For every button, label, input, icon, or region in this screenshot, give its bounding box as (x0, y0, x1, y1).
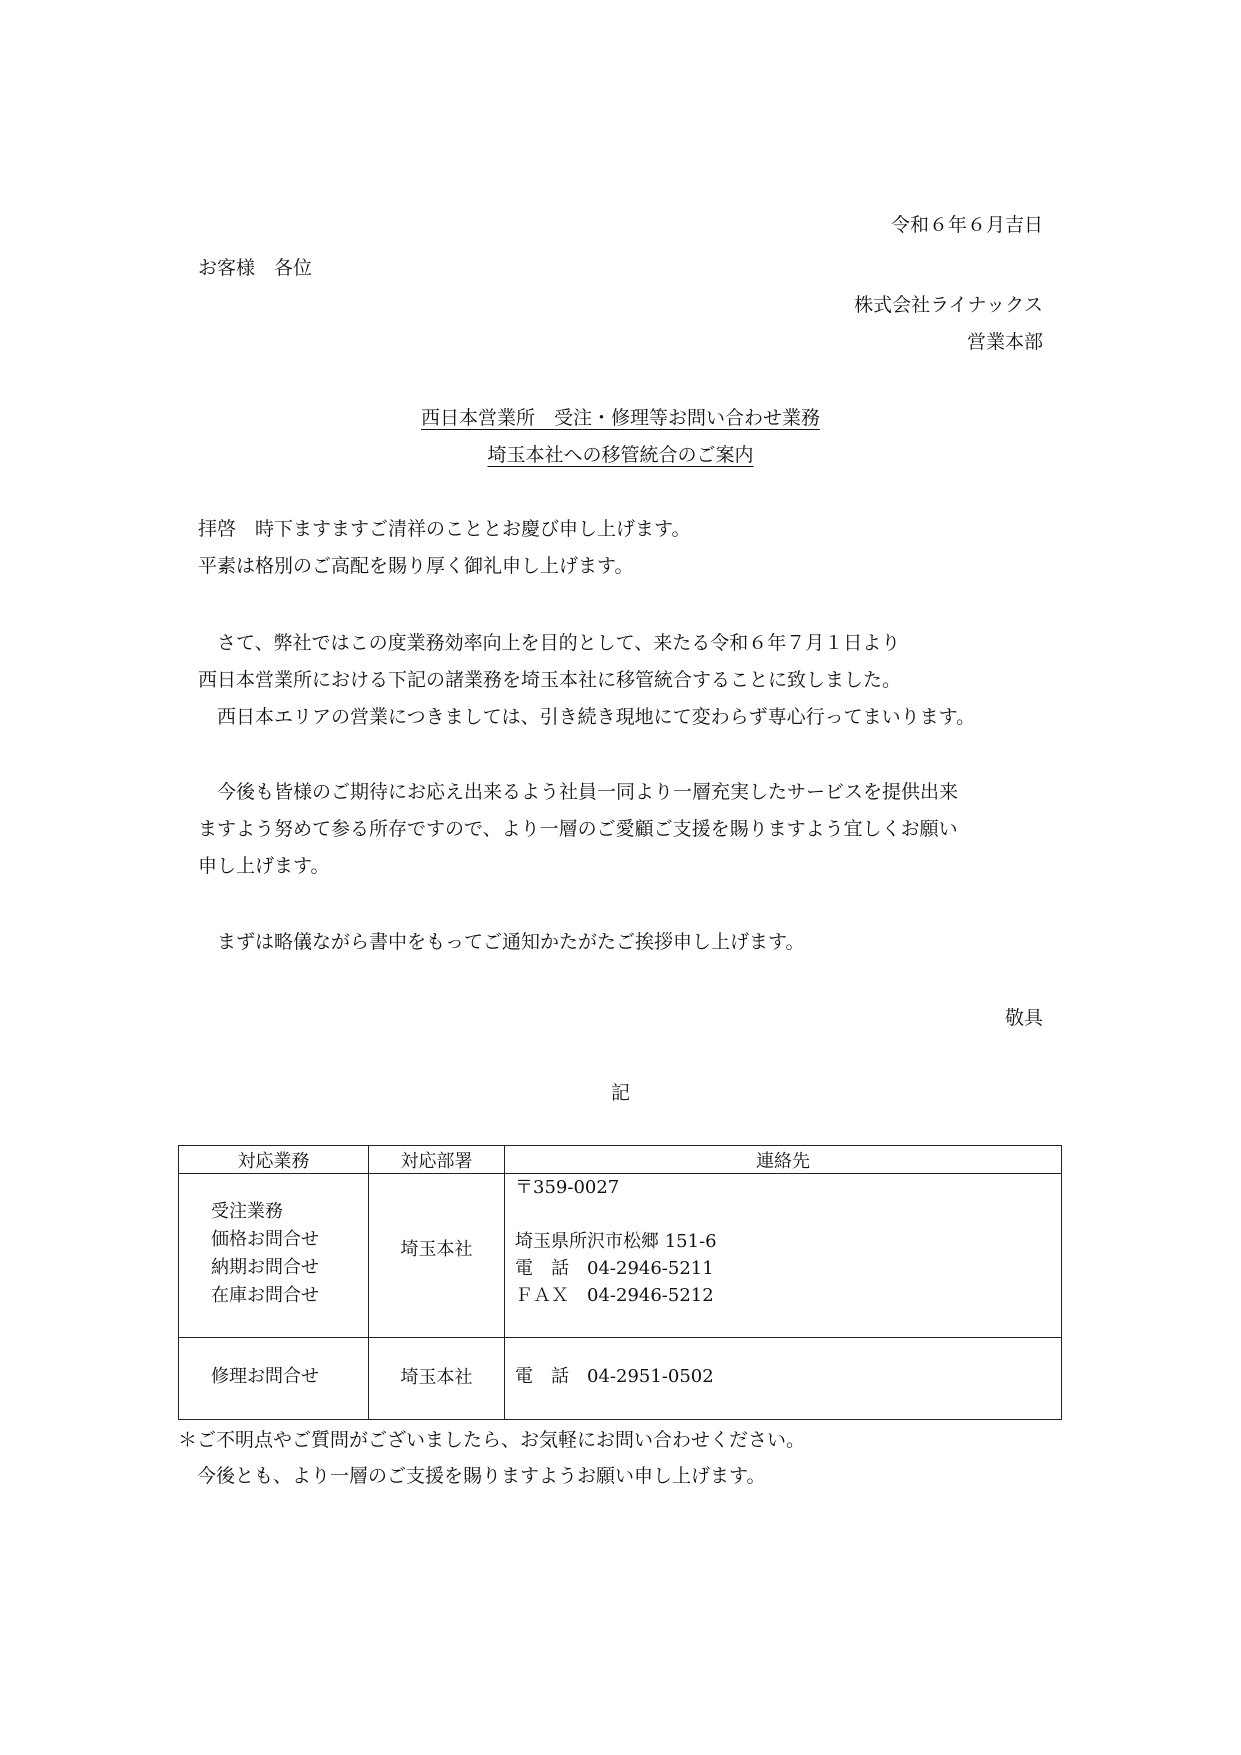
dept-cell (369, 1174, 505, 1338)
task-item: 修理お問合せ (211, 1366, 319, 1387)
footer-note-1: ＊ご不明点やご質問がございましたら、お気軽にお問い合わせください。 (178, 1429, 806, 1451)
postal-code: 〒359-0027 (515, 1177, 620, 1198)
dept-cell (369, 1338, 505, 1420)
document-date: 令和６年６月吉日 (890, 214, 1043, 236)
dept-name: 埼玉本社 (400, 1367, 473, 1388)
task-item: 納期お問合せ (211, 1257, 319, 1278)
paragraph-2-line-1: 今後も皆様のご期待にお応え出来るよう社員一同より一層充実したサービスを提供出来 (198, 781, 959, 803)
company-name: 株式会社ライナックス (854, 294, 1043, 316)
greeting-line-2: 平素は格別のご高配を賜り厚く御礼申し上げます。 (198, 555, 634, 577)
phone-number: 電 話 04-2946-5211 (515, 1258, 714, 1279)
contact-cell (505, 1174, 1062, 1338)
header-contact: 連絡先 (505, 1146, 1062, 1174)
task-list (211, 1198, 319, 1310)
paragraph-1-line-1: さて、弊社ではこの度業務効率向上を目的として、来たる令和６年７月１日より (198, 632, 901, 654)
table-row (179, 1338, 1062, 1420)
paragraph-2-line-3: 申し上げます。 (198, 855, 330, 877)
ki-heading: 記 (610, 1082, 630, 1104)
table-row (179, 1174, 1062, 1338)
blank-line (515, 1201, 717, 1228)
task-item: 受注業務 (211, 1201, 283, 1222)
header-task: 対応業務 (179, 1146, 369, 1174)
address: 埼玉県所沢市松郷 151-6 (515, 1231, 717, 1252)
header-dept: 対応部署 (369, 1146, 505, 1174)
paragraph-1-line-2: 西日本営業所における下記の諸業務を埼玉本社に移管統合することに致しました。 (198, 669, 902, 691)
repair-phone-number: 電 話 04-2951-0502 (515, 1366, 714, 1387)
task-item: 在庫お問合せ (211, 1285, 319, 1306)
title-line-2 (0, 440, 1241, 467)
closing-keigu: 敬具 (1004, 1007, 1043, 1029)
title-line-1-text: 西日本営業所 受注・修理等お問い合わせ業務 (420, 407, 820, 429)
paragraph-2-line-2: ますよう努めて参る所存ですので、より一層のご愛顧ご支援を賜りますよう宜しくお願い (198, 818, 958, 840)
paragraph-1-line-3: 西日本エリアの営業につきましては、引き続き現地にて変わらず専心行ってまいります。 (198, 706, 976, 728)
title-line-2-text: 埼玉本社への移管統合のご案内 (487, 444, 754, 466)
dept-name: 埼玉本社 (400, 1239, 473, 1260)
fax-number: ＦＡＸ 04-2946-5212 (515, 1285, 714, 1306)
contact-cell (505, 1338, 1062, 1420)
task-cell (179, 1338, 369, 1420)
task-cell (179, 1174, 369, 1338)
paragraph-3: まずは略儀ながら書中をもってご通知かたがたご挨拶申し上げます。 (198, 931, 805, 953)
department-name: 営業本部 (966, 331, 1043, 353)
footer-note-2: 今後とも、より一層のご支援を賜りますようお願い申し上げます。 (178, 1465, 766, 1487)
title-line-1 (0, 403, 1241, 430)
contact-lines (515, 1174, 717, 1309)
task-item: 価格お問合せ (211, 1229, 319, 1250)
contact-table (178, 1145, 1062, 1420)
recipient: お客様 各位 (198, 257, 313, 279)
greeting-line-1: 拝啓 時下ますますご清祥のこととお慶び申し上げます。 (198, 518, 691, 540)
table-header-row (179, 1146, 1062, 1174)
